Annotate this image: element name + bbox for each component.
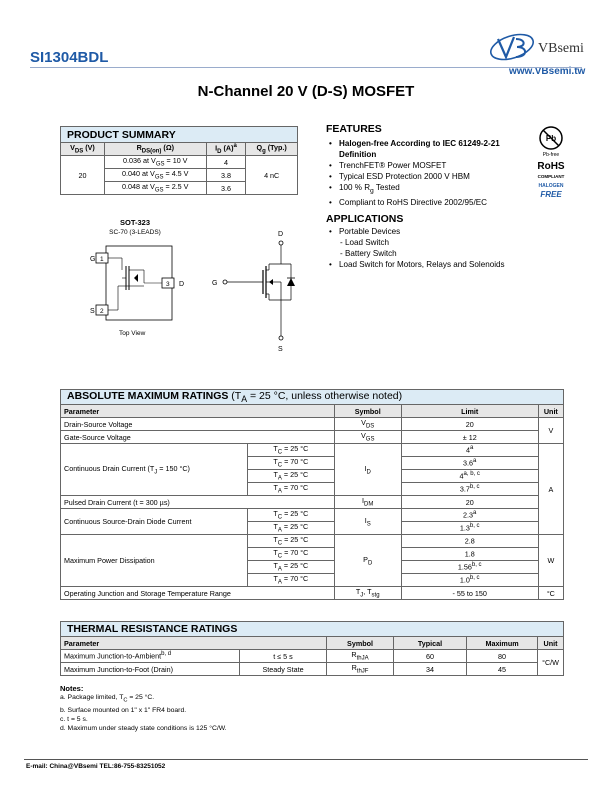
mosfet-schematic: [205, 226, 305, 356]
pb-free-icon: [538, 125, 564, 159]
table-row: [61, 535, 564, 548]
limit-cell: 4$^{a, b, c}$: [401, 470, 538, 483]
notes: [60, 684, 227, 733]
qg-value: 4 nC: [246, 156, 298, 195]
list-item: • 100 % $R_g$ Tested: [326, 182, 536, 197]
features-list: [326, 138, 536, 208]
col-unit: Unit: [538, 405, 563, 418]
limit-cell: 4$^a$: [401, 444, 538, 457]
note-d: d. Maximum under steady state conditions is 125 °C/W.: [60, 725, 227, 733]
col-symbol: Symbol: [327, 637, 394, 650]
free-label: FREE: [540, 190, 562, 199]
footer-contact: E-mail: China@VBsemi TEL:86-755-83251052: [26, 763, 166, 770]
symbol-cell: $R_{thJF}$: [327, 663, 394, 676]
unit-cell: V: [538, 418, 563, 444]
cond-cell: $T_A = 70$ °C: [248, 483, 335, 496]
header-divider: [30, 67, 582, 68]
abs-max-heading: ABSOLUTE MAXIMUM RATINGS ($T_A = 25$ °C, unless otherwise noted): [61, 390, 564, 405]
list-item: • Halogen-free According to IEC 61249-2-21 Definition: [326, 138, 536, 160]
col-param: Parameter: [61, 637, 327, 650]
note-b: b. Surface mounted on 1" x 1" FR4 board.: [60, 706, 187, 714]
applications-list: [326, 226, 556, 270]
param-cell: Drain-Source Voltage: [61, 418, 335, 431]
table-row: [61, 587, 564, 600]
table-row: [61, 496, 564, 509]
cond-cell: $T_A = 25$ °C: [248, 522, 335, 535]
col-rds: $R_{DS(on)}$ (Ω): [104, 143, 206, 156]
rds-cell: 0.048 at $V_{GS} = 2.5$ V: [104, 182, 206, 195]
list-item: - Load Switch: [340, 238, 390, 247]
cond-cell: $T_A = 25$ °C: [248, 561, 335, 574]
unit-cell: °C/W: [538, 650, 564, 676]
maximum-cell: 45: [467, 663, 538, 676]
list-item: • Portable Devices: [326, 226, 556, 237]
schematic-s-label: S: [278, 346, 283, 353]
footer-divider: [24, 759, 588, 760]
cond-cell: $T_C = 70$ °C: [248, 548, 335, 561]
unit-cell: °C: [538, 587, 563, 600]
limit-cell: 20: [401, 418, 538, 431]
symbol-cell: $V_{DS}$: [334, 418, 401, 431]
symbol-cell: $R_{thJA}$: [327, 650, 394, 663]
list-item: • Load Switch for Motors, Relays and Solenoids: [326, 259, 556, 270]
cond-cell: $T_A = 70$ °C: [248, 574, 335, 587]
pb-text: Pb: [545, 134, 557, 143]
package-subtitle: SC-70 (3-LEADS): [109, 229, 161, 236]
package-s-label: S: [90, 308, 95, 315]
table-row: [61, 431, 564, 444]
package-d-label: D: [179, 281, 185, 288]
pin-1: 1: [100, 256, 104, 263]
id-cell: 4: [206, 156, 246, 169]
unit-cell: A: [538, 444, 563, 535]
thermal-heading: THERMAL RESISTANCE RATINGS: [61, 622, 564, 637]
features-heading: FEATURES: [326, 123, 382, 135]
typical-cell: 60: [394, 650, 467, 663]
vds-value: 20: [61, 156, 105, 195]
table-row: [61, 444, 564, 457]
cond-cell: $T_C = 25$ °C: [248, 444, 335, 457]
symbol-cell: $I_S$: [334, 509, 401, 535]
pin-3: 3: [166, 281, 170, 288]
note-a: a. Package limited, $T_C = 25$ °C.: [60, 694, 155, 704]
brand-website[interactable]: www.VBsemi.tw: [509, 66, 586, 77]
param-cell: Maximum Power Dissipation: [61, 535, 248, 587]
col-qg: $Q_g$ (Typ.): [246, 143, 298, 156]
part-number: SI1304BDL: [30, 49, 109, 66]
symbol-cell: $V_{GS}$: [334, 431, 401, 444]
note-c: c. t = 5 s.: [60, 715, 88, 723]
product-summary-heading: PRODUCT SUMMARY: [61, 127, 298, 143]
col-vds: $V_{DS}$ (V): [61, 143, 105, 156]
maximum-cell: 80: [467, 650, 538, 663]
cond-cell: $T_C = 25$ °C: [248, 535, 335, 548]
limit-cell: 20: [401, 496, 538, 509]
param-cell: Continuous Drain Current ($T_J = 150$ °C): [61, 444, 248, 496]
page-title: N-Channel 20 V (D-S) MOSFET: [197, 83, 415, 100]
param-cell: Operating Junction and Storage Temperature Range: [61, 587, 335, 600]
schematic-d-label: D: [278, 231, 284, 238]
param-cell: Pulsed Drain Current (t = 300 µs): [61, 496, 335, 509]
package-name: SOT-323: [119, 218, 150, 227]
notes-heading: Notes:: [60, 684, 84, 693]
param-cell: Gate-Source Voltage: [61, 431, 335, 444]
limit-cell: 3.6$^a$: [401, 457, 538, 470]
limit-cell: 1.8: [401, 548, 538, 561]
vbsemi-logo-icon: [488, 31, 538, 63]
param-cell: Maximum Junction-to-Ambient$^{b, d}$: [61, 650, 240, 663]
list-item: • TrenchFET® Power MOSFET: [326, 160, 536, 171]
unit-cell: W: [538, 535, 563, 587]
symbol-cell: $I_D$: [334, 444, 401, 496]
rds-cell: 0.036 at $V_{GS} = 10$ V: [104, 156, 206, 169]
schematic-g-label: G: [212, 280, 218, 287]
limit-cell: 2.8: [401, 535, 538, 548]
cond-cell: $T_C = 70$ °C: [248, 457, 335, 470]
package-diagram: [82, 240, 192, 337]
table-row: [61, 418, 564, 431]
brand-name: VBsemi: [538, 41, 584, 56]
col-id: $I_D$ $(A)^a$: [206, 143, 246, 156]
col-limit: Limit: [401, 405, 538, 418]
limit-cell: 1.56$^{b, c}$: [401, 561, 538, 574]
halogen-label: HALOGEN: [538, 183, 564, 189]
list-item: - Battery Switch: [340, 249, 397, 258]
id-cell: 3.6: [206, 182, 246, 195]
limit-cell: 1.0$^{b, c}$: [401, 574, 538, 587]
col-symbol: Symbol: [334, 405, 401, 418]
symbol-cell: $I_{DM}$: [334, 496, 401, 509]
list-item: • Typical ESD Protection 2000 V HBM: [326, 171, 536, 182]
cond-cell: Steady State: [240, 663, 327, 676]
table-row: [61, 663, 564, 676]
cond-cell: $T_C = 25$ °C: [248, 509, 335, 522]
col-unit: Unit: [538, 637, 564, 650]
rohs-label: RoHS: [537, 161, 565, 172]
list-item: • Compliant to RoHS Directive 2002/95/EC: [326, 197, 536, 208]
limit-cell: ± 12: [401, 431, 538, 444]
id-cell: 3.8: [206, 169, 246, 182]
abs-max-table: [60, 389, 564, 600]
col-typical: Typical: [394, 637, 467, 650]
limit-cell: 2.3$^a$: [401, 509, 538, 522]
pb-free-text: Pb-free: [542, 152, 560, 158]
top-view-label: Top View: [119, 330, 146, 337]
table-row: [61, 650, 564, 663]
cond-cell: $T_A = 25$ °C: [248, 470, 335, 483]
symbol-cell: $P_D$: [334, 535, 401, 587]
limit-cell: 1.3$^{b, c}$: [401, 522, 538, 535]
limit-cell: - 55 to 150: [401, 587, 538, 600]
limit-cell: 3.7$^{b, c}$: [401, 483, 538, 496]
col-param: Parameter: [61, 405, 335, 418]
param-cell: Continuous Source-Drain Diode Current: [61, 509, 248, 535]
table-row: [61, 509, 564, 522]
param-cell: Maximum Junction-to-Foot (Drain): [61, 663, 240, 676]
typical-cell: 34: [394, 663, 467, 676]
package-g-label: G: [90, 256, 96, 263]
table-row: [61, 156, 298, 169]
cond-cell: t ≤ 5 s: [240, 650, 327, 663]
symbol-cell: $T_J$, $T_{stg}$: [334, 587, 401, 600]
rds-cell: 0.040 at $V_{GS} = 4.5$ V: [104, 169, 206, 182]
rohs-compliant: COMPLIANT: [537, 174, 565, 179]
col-maximum: Maximum: [467, 637, 538, 650]
pin-2: 2: [100, 308, 104, 315]
applications-heading: APPLICATIONS: [326, 213, 404, 225]
thermal-table: [60, 621, 564, 676]
product-summary-table: [60, 126, 298, 195]
